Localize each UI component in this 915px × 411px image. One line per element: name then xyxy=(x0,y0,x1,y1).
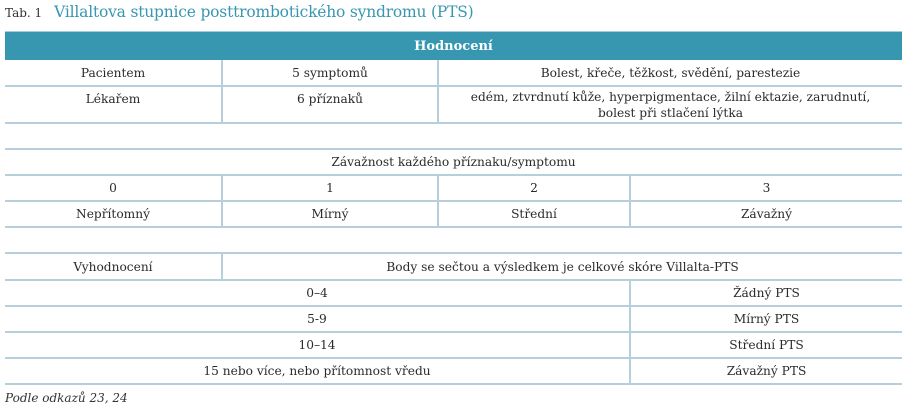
score-range: 5-9 xyxy=(307,312,327,326)
score-range: 15 nebo více, nebo přítomnost vředu xyxy=(203,364,431,378)
score-result: Střední PTS xyxy=(629,333,902,357)
score-result: Závažný PTS xyxy=(629,359,902,383)
table-header: Hodnocení xyxy=(5,31,902,60)
severity-label: Střední xyxy=(437,202,629,226)
table-row-score xyxy=(5,307,902,333)
table-row-score xyxy=(5,359,902,385)
source-footnote: Podle odkazů 23, 24 xyxy=(5,391,128,405)
table-row-patient xyxy=(5,60,902,87)
table-row-severity-scores xyxy=(5,176,902,202)
severity-label: Závažný xyxy=(629,202,902,226)
score-result: Žádný PTS xyxy=(629,281,902,305)
severity-score: 1 xyxy=(221,176,437,200)
cell-assessed-by: Pacientem xyxy=(80,65,146,80)
severity-title: Závažnost každého příznaku/symptomu xyxy=(331,155,576,169)
score-range: 0–4 xyxy=(306,286,328,300)
severity-label: Mírný xyxy=(221,202,437,226)
spacer-row xyxy=(5,228,902,254)
cell-assessed-by: Lékařem xyxy=(85,92,141,106)
evaluation-text: Body se sečtou a výsledkem je celkové skóre Villalta-PTS xyxy=(221,254,902,279)
table-title: Villaltova stupnice posttrombotického syndromu (PTS) xyxy=(54,3,474,21)
severity-label: Nepřítomný xyxy=(76,207,150,221)
score-range: 10–14 xyxy=(298,338,336,352)
cell-count: 5 symptomů xyxy=(221,60,437,85)
table-row-severity-labels xyxy=(5,202,902,228)
table-number: Tab. 1 xyxy=(5,6,43,20)
empty-cell xyxy=(5,228,902,252)
table-row-evaluation xyxy=(5,254,902,281)
table-row-physician xyxy=(5,87,902,124)
empty-cell xyxy=(5,124,902,148)
severity-score: 3 xyxy=(629,176,902,200)
table-caption xyxy=(5,3,474,27)
cell-items: Bolest, křeče, těžkost, svědění, parestezie xyxy=(437,60,902,85)
severity-score: 2 xyxy=(437,176,629,200)
severity-score: 0 xyxy=(109,181,117,195)
spacer-row xyxy=(5,124,902,150)
cell-count: 6 příznaků xyxy=(221,87,437,122)
cell-items: edém, ztvrdnutí kůže, hyperpigmentace, žilní ektazie, zarudnutí, bolest při stlačení lýtka xyxy=(437,87,902,122)
table-row-severity-title xyxy=(5,150,902,176)
evaluation-label: Vyhodnocení xyxy=(73,259,153,274)
table-row-score xyxy=(5,281,902,307)
table-row-score xyxy=(5,333,902,359)
villalta-table xyxy=(5,31,902,385)
score-result: Mírný PTS xyxy=(629,307,902,331)
